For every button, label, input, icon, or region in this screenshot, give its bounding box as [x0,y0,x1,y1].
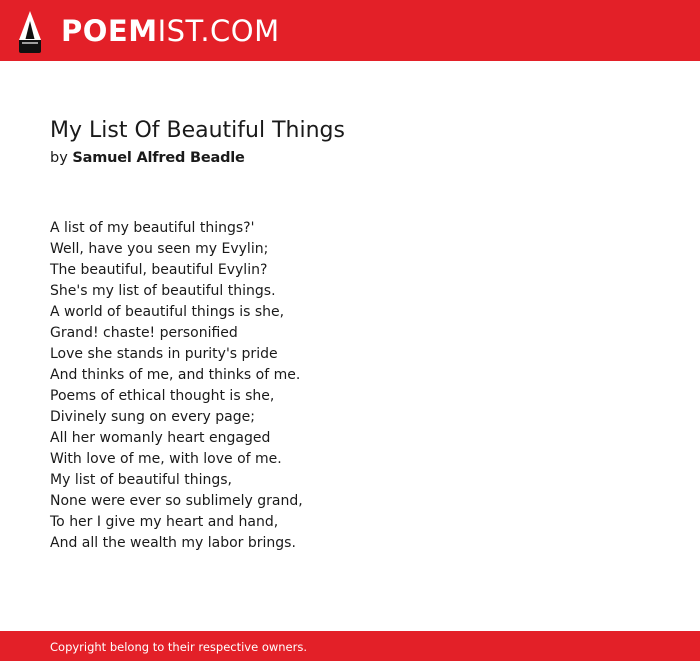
brand-light-text: IST.COM [157,14,280,48]
poem-line: Well, have you seen my Evylin; [50,241,269,257]
poem-line: A list of my beautiful things?' [50,220,255,236]
poem-line: A world of beautiful things is she, [50,304,285,320]
poem-line: Grand! chaste! personified [50,325,238,341]
poem-line: Poems of ethical thought is she, [50,388,275,404]
poem-line: Love she stands in purity's pride [50,346,278,362]
brand-strong-text: POEM [61,14,158,48]
copyright-notice: Copyright belong to their respective owners. [50,640,308,654]
site-header [0,0,700,61]
pen-nib-icon [17,9,43,53]
poem-line: None were ever so sublimely grand, [50,493,303,509]
poem-line: And thinks of me, and thinks of me. [50,367,301,383]
poem-line: To her I give my heart and hand, [50,514,279,530]
site-footer [0,631,700,661]
poem-title: My List Of Beautiful Things [50,118,345,143]
site-logo-link[interactable] [17,9,280,53]
site-brand [61,9,280,53]
poem-line: She's my list of beautiful things. [50,283,276,299]
poem-line: With love of me, with love of me. [50,451,282,467]
poem-byline [50,148,245,168]
poem-line: All her womanly heart engaged [50,430,271,446]
poem-author: Samuel Alfred Beadle [72,150,245,166]
poem-line: Divinely sung on every page; [50,409,255,425]
poem-body [50,218,303,554]
poem-line: My list of beautiful things, [50,472,232,488]
poem-line: And all the wealth my labor brings. [50,535,296,551]
by-label: by [50,150,68,166]
poem-line: The beautiful, beautiful Evylin? [50,262,268,278]
